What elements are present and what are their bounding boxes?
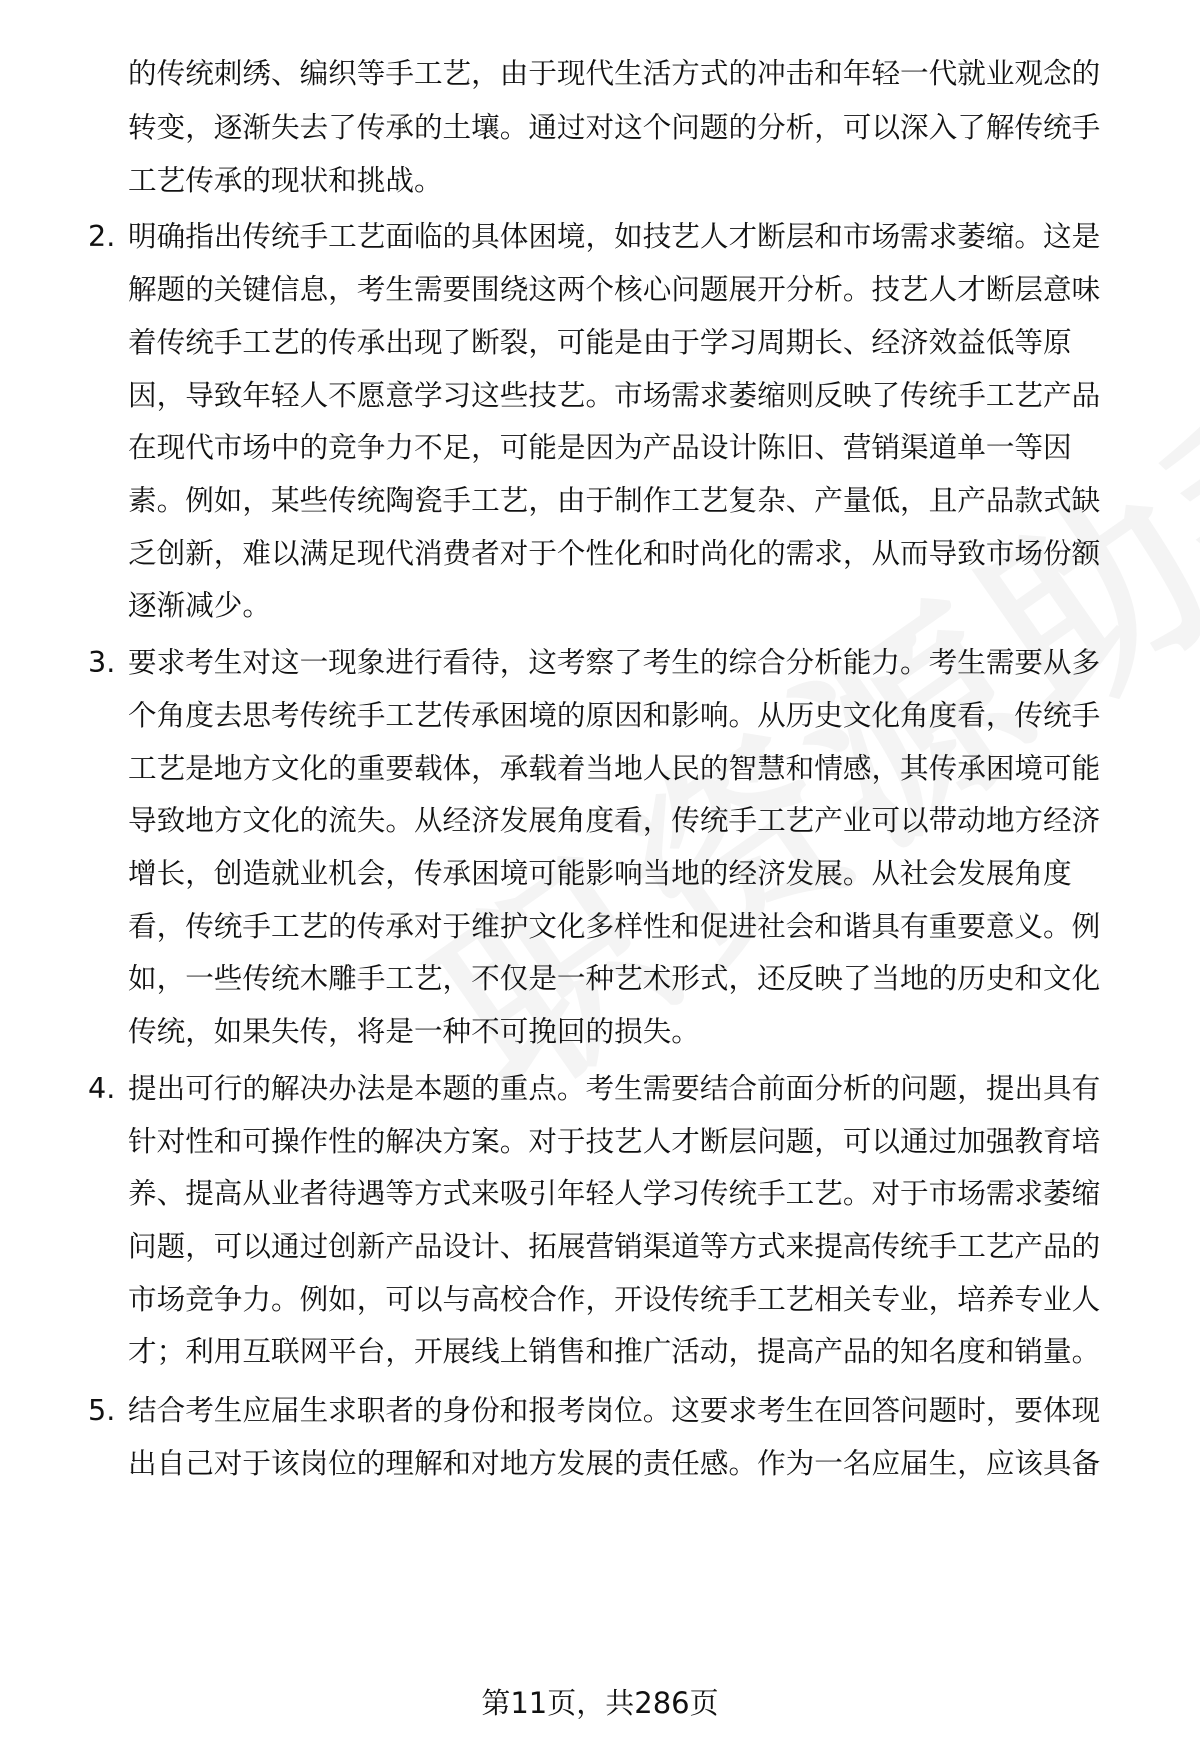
line-text: 着传统手工艺的传承出现了断裂，可能是由于学习周期长、经济效益低等原 xyxy=(128,325,1072,359)
page-footer: 第11页，共286页 xyxy=(481,1686,719,1720)
line-text: 导致地方文化的流失。从经济发展角度看，传统手工艺产业可以带动地方经济 xyxy=(128,803,1101,837)
line-text: 针对性和可操作性的解决方案。对于技艺人才断层问题，可以通过加强教育培 xyxy=(128,1124,1101,1158)
line-text: 市场竞争力。例如，可以与高校合作，开设传统手工艺相关专业，培养专业人 xyxy=(128,1282,1101,1316)
line-text: 工艺是地方文化的重要载体，承载着当地人民的智慧和情感，其传承困境可能 xyxy=(128,751,1101,785)
line-text: 明确指出传统手工艺面临的具体困境，如技艺人才断层和市场需求萎缩。这是 xyxy=(128,219,1101,253)
line-text: 提出可行的解决办法是本题的重点。考生需要结合前面分析的问题，提出具有 xyxy=(128,1071,1101,1105)
line-text: 素。例如，某些传统陶瓷手工艺，由于制作工艺复杂、产量低，且产品款式缺 xyxy=(128,483,1101,517)
line-text: 传统，如果失传，将是一种不可挽回的损失。 xyxy=(128,1014,700,1048)
line-text: 工艺传承的现状和挑战。 xyxy=(128,163,443,197)
line-text: 才；利用互联网平台，开展线上销售和推广活动，提高产品的知名度和销量。 xyxy=(128,1334,1101,1368)
line-text: 因，导致年轻人不愿意学习这些技艺。市场需求萎缩则反映了传统手工艺产品 xyxy=(128,378,1101,412)
line-text: 解题的关键信息，考生需要围绕这两个核心问题展开分析。技艺人才断层意味 xyxy=(128,272,1101,306)
item-number: 4. xyxy=(88,1071,116,1105)
line-text: 看，传统手工艺的传承对于维护文化多样性和促进社会和谐具有重要意义。例 xyxy=(128,909,1101,943)
line-text: 在现代市场中的竞争力不足，可能是因为产品设计陈旧、营销渠道单一等因 xyxy=(128,430,1072,464)
line-text: 养、提高从业者待遇等方式来吸引年轻人学习传统手工艺。对于市场需求萎缩 xyxy=(128,1176,1101,1210)
line-text: 逐渐减少。 xyxy=(128,588,271,622)
item-number: 3. xyxy=(88,645,116,679)
line-text: 如，一些传统木雕手工艺，不仅是一种艺术形式，还反映了当地的历史和文化 xyxy=(128,961,1101,995)
line-text: 个角度去思考传统手工艺传承困境的原因和影响。从历史文化角度看，传统手 xyxy=(128,698,1101,732)
line-text: 出自己对于该岗位的理解和对地方发展的责任感。作为一名应届生，应该具备 xyxy=(128,1446,1101,1480)
line-text: 乏创新，难以满足现代消费者对于个性化和时尚化的需求，从而导致市场份额 xyxy=(128,536,1101,570)
line-text: 结合考生应届生求职者的身份和报考岗位。这要求考生在回答问题时，要体现 xyxy=(128,1393,1101,1427)
item-number: 5. xyxy=(88,1393,116,1427)
line-text: 问题，可以通过创新产品设计、拓展营销渠道等方式来提高传统手工艺产品的 xyxy=(128,1229,1101,1263)
line-text: 要求考生对这一现象进行看待，这考察了考生的综合分析能力。考生需要从多 xyxy=(128,645,1101,679)
line-text: 转变，逐渐失去了传承的土壤。通过对这个问题的分析，可以深入了解传统手 xyxy=(128,110,1101,144)
line-text: 增长，创造就业机会，传承困境可能影响当地的经济发展。从社会发展角度 xyxy=(128,856,1072,890)
line-text: 的传统刺绣、编织等手工艺，由于现代生活方式的冲击和年轻一代就业观念的 xyxy=(128,56,1101,90)
item-number: 2. xyxy=(88,219,116,253)
